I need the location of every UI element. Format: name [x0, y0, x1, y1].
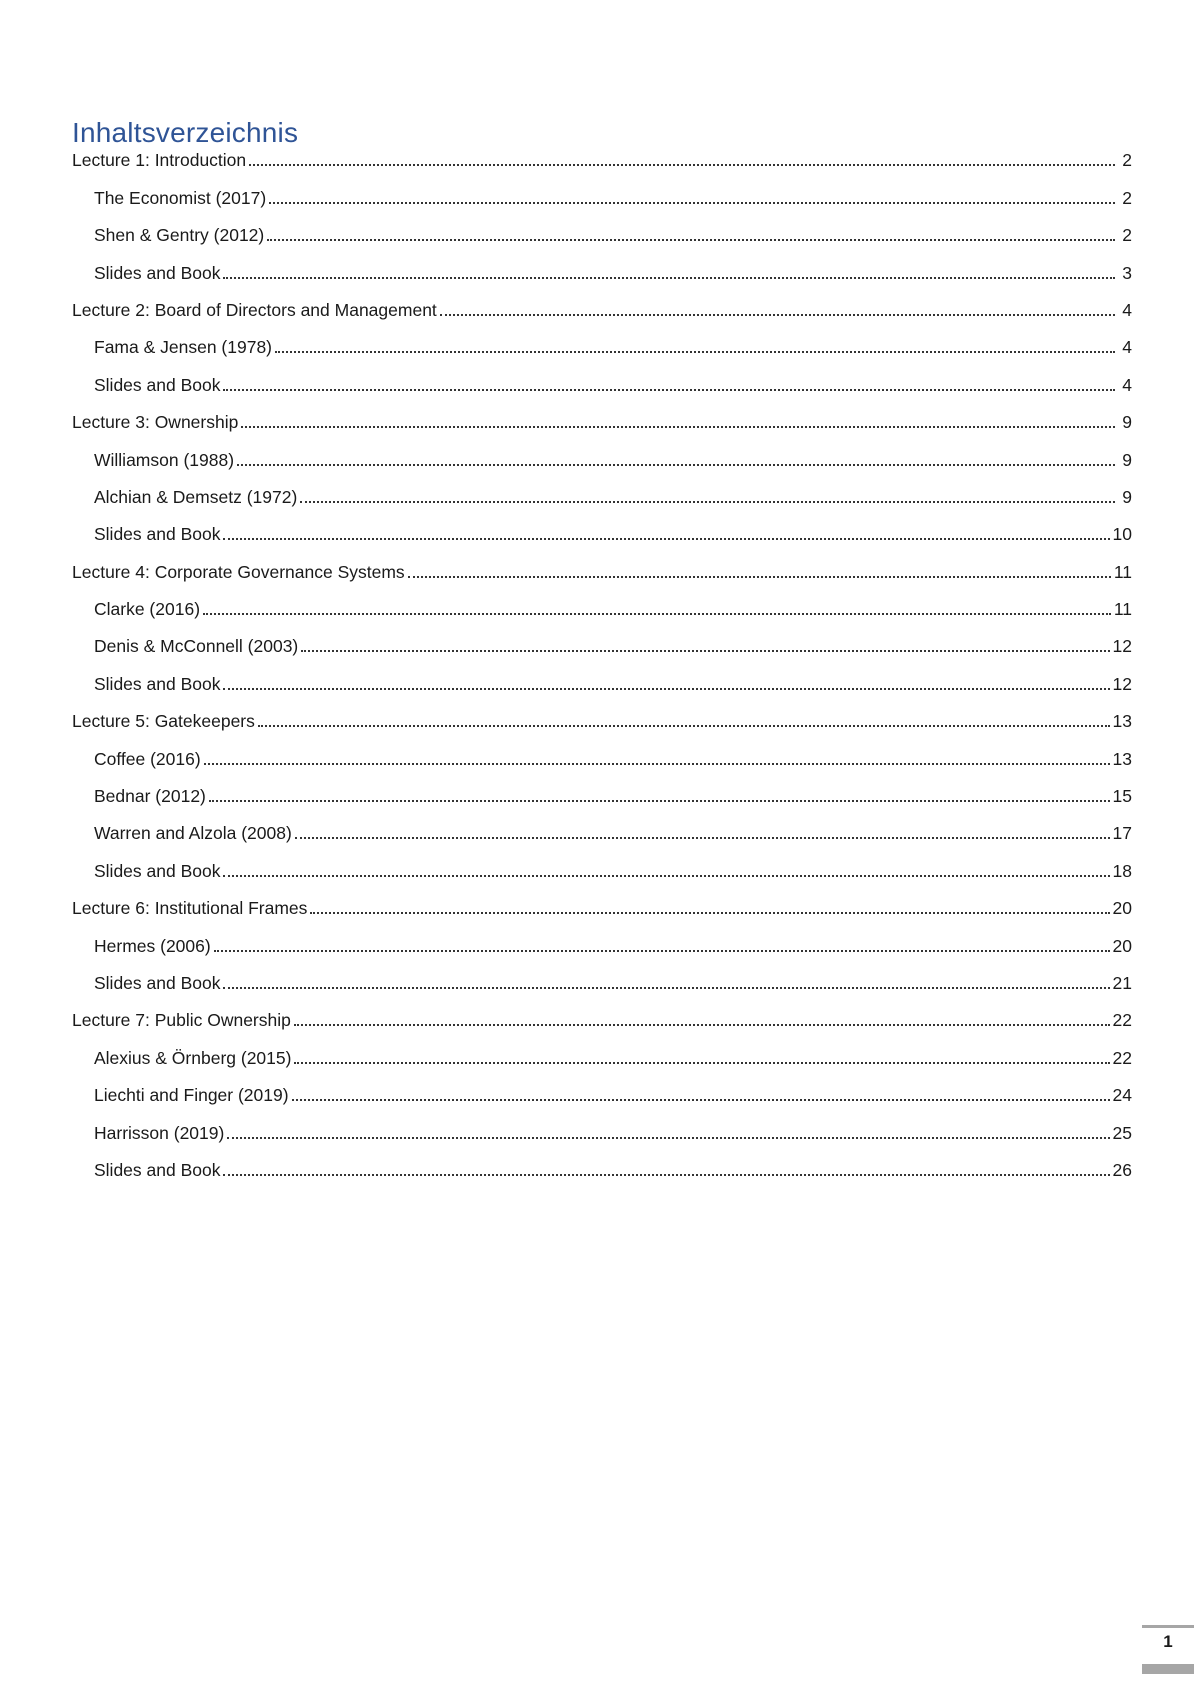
footer-bar — [1142, 1664, 1194, 1674]
toc-entry-text: Coffee (2016) — [94, 748, 201, 769]
toc-dot-leader — [223, 1174, 1109, 1176]
toc-entry-text: Warren and Alzola (2008) — [94, 823, 292, 844]
toc-entry-text: Lecture 5: Gatekeepers — [72, 711, 255, 732]
toc-entry-text: Denis & McConnell (2003) — [94, 636, 299, 657]
toc-dot-leader — [241, 426, 1115, 428]
toc-entry-text: Lecture 1: Introduction — [72, 150, 247, 171]
toc-entry-text: Clarke (2016) — [94, 599, 201, 620]
toc-entry-text: Alexius & Örnberg (2015) — [94, 1047, 292, 1068]
toc-entry-text: Slides and Book — [94, 1159, 221, 1180]
toc-entry-text: Hermes (2006) — [94, 935, 211, 956]
toc-entry-lecture[interactable] — [72, 695, 1132, 732]
toc-entry-subsection[interactable] — [72, 732, 1132, 769]
toc-entry-subsection[interactable] — [72, 321, 1132, 358]
toc-entry-page-number: 18 — [1112, 860, 1132, 881]
toc-entry-subsection[interactable] — [72, 471, 1132, 508]
page-footer — [1142, 1625, 1194, 1674]
toc-entry-text: Slides and Book — [94, 262, 221, 283]
toc-entry-subsection[interactable] — [72, 957, 1132, 994]
toc-entry-text: Bednar (2012) — [94, 786, 206, 807]
toc-dot-leader — [223, 389, 1115, 391]
toc-entry-lecture[interactable] — [72, 882, 1132, 919]
toc-dot-leader — [258, 725, 1110, 727]
toc-dot-leader — [295, 837, 1110, 839]
toc-dot-leader — [300, 501, 1115, 503]
page-number: 1 — [1163, 1632, 1173, 1651]
toc-entry-lecture[interactable] — [72, 134, 1132, 171]
toc-entry-subsection[interactable] — [72, 919, 1132, 956]
toc-entry-page-number: 9 — [1122, 449, 1132, 470]
toc-entry-text: Liechti and Finger (2019) — [94, 1085, 289, 1106]
toc-entry-text: Harrisson (2019) — [94, 1122, 225, 1143]
toc-dot-leader — [275, 351, 1115, 353]
toc-entry-subsection[interactable] — [72, 1031, 1132, 1068]
toc-dot-leader — [440, 314, 1115, 316]
toc-entry-page-number: 4 — [1122, 299, 1132, 320]
toc-entry-page-number: 2 — [1122, 225, 1132, 246]
toc-entry-subsection[interactable] — [72, 433, 1132, 470]
toc-entry-text: Lecture 2: Board of Directors and Management — [72, 299, 437, 320]
toc-dot-leader — [310, 912, 1109, 914]
toc-entry-lecture[interactable] — [72, 284, 1132, 321]
toc-dot-leader — [214, 950, 1110, 952]
toc-entry-page-number: 2 — [1122, 150, 1132, 171]
toc-entry-page-number: 12 — [1112, 673, 1132, 694]
toc-entry-subsection[interactable] — [72, 620, 1132, 657]
toc-entry-subsection[interactable] — [72, 844, 1132, 881]
toc-dot-leader — [223, 538, 1109, 540]
toc-dot-leader — [209, 800, 1110, 802]
toc-dot-leader — [249, 164, 1115, 166]
toc-entry-page-number: 3 — [1122, 262, 1132, 283]
toc-dot-leader — [223, 875, 1109, 877]
toc-entry-page-number: 12 — [1112, 636, 1132, 657]
toc-entry-subsection[interactable] — [72, 770, 1132, 807]
toc-entry-text: Williamson (1988) — [94, 449, 235, 470]
toc-dot-leader — [267, 239, 1115, 241]
toc-entry-lecture[interactable] — [72, 994, 1132, 1031]
toc-dot-leader — [223, 277, 1115, 279]
toc-entry-page-number: 9 — [1122, 412, 1132, 433]
toc-entry-subsection[interactable] — [72, 657, 1132, 694]
toc-entry-page-number: 20 — [1112, 935, 1132, 956]
toc-dot-leader — [223, 987, 1109, 989]
toc-entry-page-number: 11 — [1113, 561, 1132, 582]
toc-dot-leader — [269, 202, 1115, 204]
toc-entry-page-number: 10 — [1112, 524, 1132, 545]
toc-dot-leader — [204, 763, 1110, 765]
toc-entry-text: The Economist (2017) — [94, 187, 267, 208]
toc-entry-subsection[interactable] — [72, 246, 1132, 283]
toc-entry-lecture[interactable] — [72, 396, 1132, 433]
toc-entry-text: Lecture 7: Public Ownership — [72, 1010, 291, 1031]
toc-entry-subsection[interactable] — [72, 508, 1132, 545]
toc-dot-leader — [292, 1099, 1110, 1101]
toc-list — [72, 134, 1132, 1181]
toc-entry-page-number: 4 — [1122, 337, 1132, 358]
toc-entry-page-number: 22 — [1112, 1010, 1132, 1031]
toc-entry-subsection[interactable] — [72, 171, 1132, 208]
toc-entry-page-number: 17 — [1112, 823, 1132, 844]
toc-entry-text: Slides and Book — [94, 972, 221, 993]
toc-entry-page-number: 20 — [1112, 898, 1132, 919]
toc-entry-text: Fama & Jensen (1978) — [94, 337, 273, 358]
toc-entry-page-number: 4 — [1122, 374, 1132, 395]
toc-entry-subsection[interactable] — [72, 358, 1132, 395]
toc-entry-subsection[interactable] — [72, 583, 1132, 620]
toc-dot-leader — [294, 1062, 1109, 1064]
toc-dot-leader — [227, 1137, 1109, 1139]
toc-entry-lecture[interactable] — [72, 545, 1132, 582]
toc-entry-page-number: 24 — [1112, 1085, 1132, 1106]
toc-entry-page-number: 26 — [1112, 1159, 1132, 1180]
toc-entry-text: Lecture 3: Ownership — [72, 412, 239, 433]
toc-entry-subsection[interactable] — [72, 807, 1132, 844]
toc-entry-text: Lecture 6: Institutional Frames — [72, 898, 308, 919]
toc-entry-subsection[interactable] — [72, 1069, 1132, 1106]
toc-entry-page-number: 13 — [1112, 711, 1132, 732]
toc-entry-page-number: 22 — [1112, 1047, 1132, 1068]
toc-entry-subsection[interactable] — [72, 1106, 1132, 1143]
toc-entry-text: Shen & Gentry (2012) — [94, 225, 265, 246]
toc-dot-leader — [203, 613, 1111, 615]
toc-title: Inhaltsverzeichnis — [72, 116, 299, 148]
toc-entry-text: Slides and Book — [94, 673, 221, 694]
toc-dot-leader — [294, 1024, 1110, 1026]
toc-dot-leader — [408, 576, 1111, 578]
toc-entry-subsection[interactable] — [72, 209, 1132, 246]
toc-dot-leader — [301, 650, 1109, 652]
toc-entry-text: Slides and Book — [94, 524, 221, 545]
toc-entry-text: Slides and Book — [94, 860, 221, 881]
toc-entry-text: Lecture 4: Corporate Governance Systems — [72, 561, 405, 582]
toc-entry-text: Alchian & Demsetz (1972) — [94, 486, 298, 507]
toc-entry-subsection[interactable] — [72, 1144, 1132, 1181]
toc-dot-leader — [237, 464, 1115, 466]
toc-entry-page-number: 25 — [1112, 1122, 1132, 1143]
toc-entry-page-number: 15 — [1112, 786, 1132, 807]
toc-entry-page-number: 2 — [1122, 187, 1132, 208]
toc-entry-text: Slides and Book — [94, 374, 221, 395]
toc-dot-leader — [223, 688, 1109, 690]
toc-entry-page-number: 9 — [1122, 486, 1132, 507]
toc-entry-page-number: 11 — [1113, 599, 1132, 620]
toc-entry-page-number: 21 — [1112, 972, 1132, 993]
toc-entry-page-number: 13 — [1112, 748, 1132, 769]
